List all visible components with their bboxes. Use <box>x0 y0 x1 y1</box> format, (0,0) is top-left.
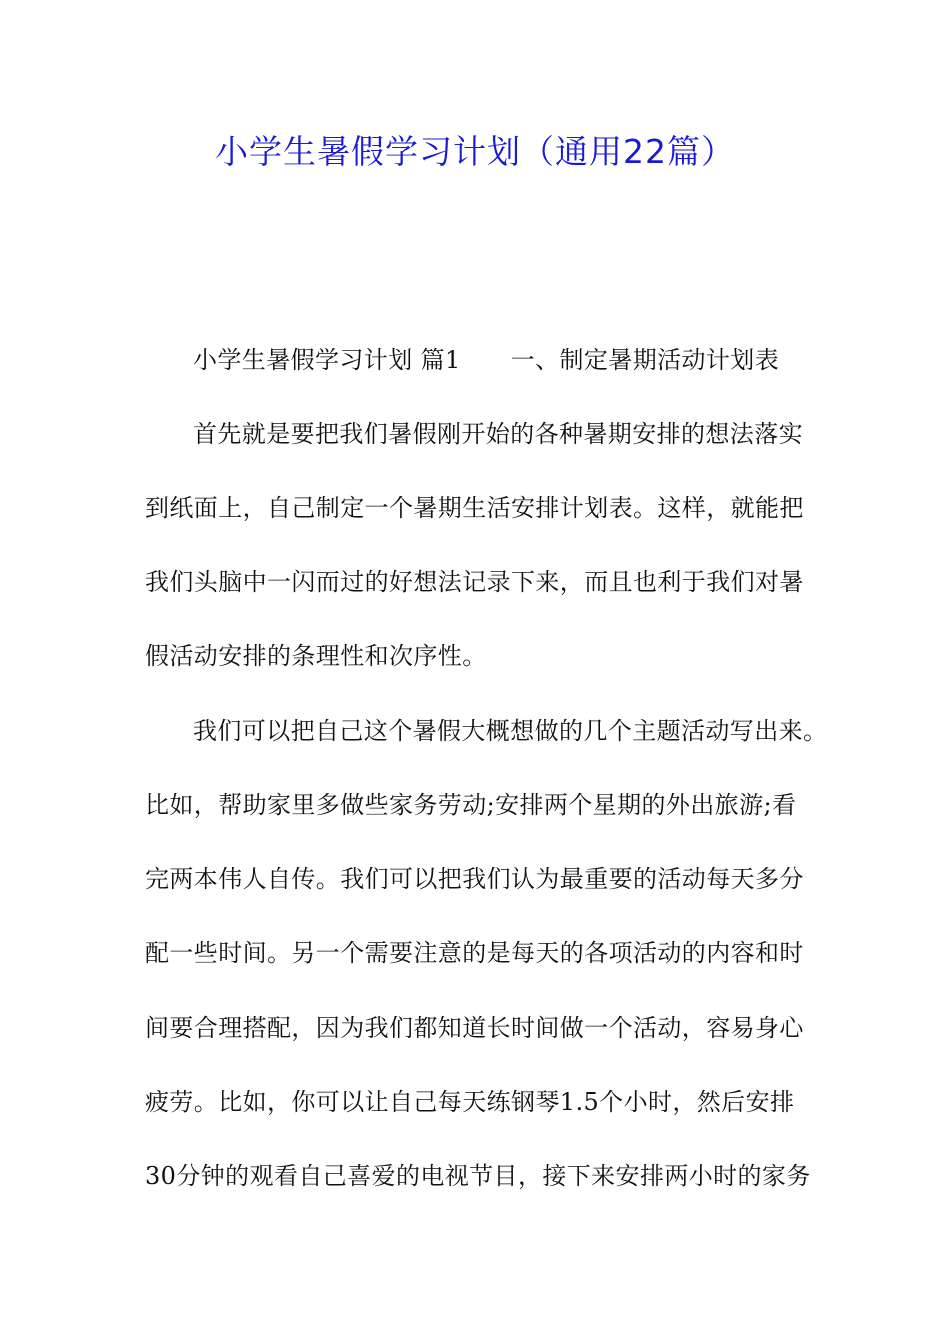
section-heading: 小学生暑假学习计划 篇1 <box>193 346 461 374</box>
paragraph-line: 假活动安排的条理性和次序性。 <box>145 642 487 670</box>
paragraph-line: 疲劳。比如，你可以让自己每天练钢琴1.5个小时，然后安排 <box>145 1088 795 1116</box>
paragraph-line: 到纸面上，自己制定一个暑期生活安排计划表。这样，就能把 <box>145 494 804 522</box>
paragraph-line: 配一些时间。另一个需要注意的是每天的各项活动的内容和时 <box>145 939 804 967</box>
paragraph-line: 我们头脑中一闪而过的好想法记录下来，而且也利于我们对暑 <box>145 568 804 596</box>
paragraph-line: 我们可以把自己这个暑假大概想做的几个主题活动写出来。 <box>193 717 828 745</box>
document-title: 小学生暑假学习计划（通用22篇） <box>215 132 735 171</box>
paragraph-line: 比如，帮助家里多做些家务劳动;安排两个星期的外出旅游;看 <box>145 791 797 819</box>
section-heading-line <box>193 342 779 378</box>
paragraph-line: 首先就是要把我们暑假刚开始的各种暑期安排的想法落实 <box>193 420 803 448</box>
paragraph-line: 完两本伟人自传。我们可以把我们认为最重要的活动每天多分 <box>145 865 804 893</box>
paragraph-line: 30分钟的观看自己喜爱的电视节目，接下来安排两小时的家务 <box>145 1162 811 1190</box>
section-subheading: 一、制定暑期活动计划表 <box>510 346 780 374</box>
paragraph-line: 间要合理搭配，因为我们都知道长时间做一个活动，容易身心 <box>145 1014 804 1042</box>
